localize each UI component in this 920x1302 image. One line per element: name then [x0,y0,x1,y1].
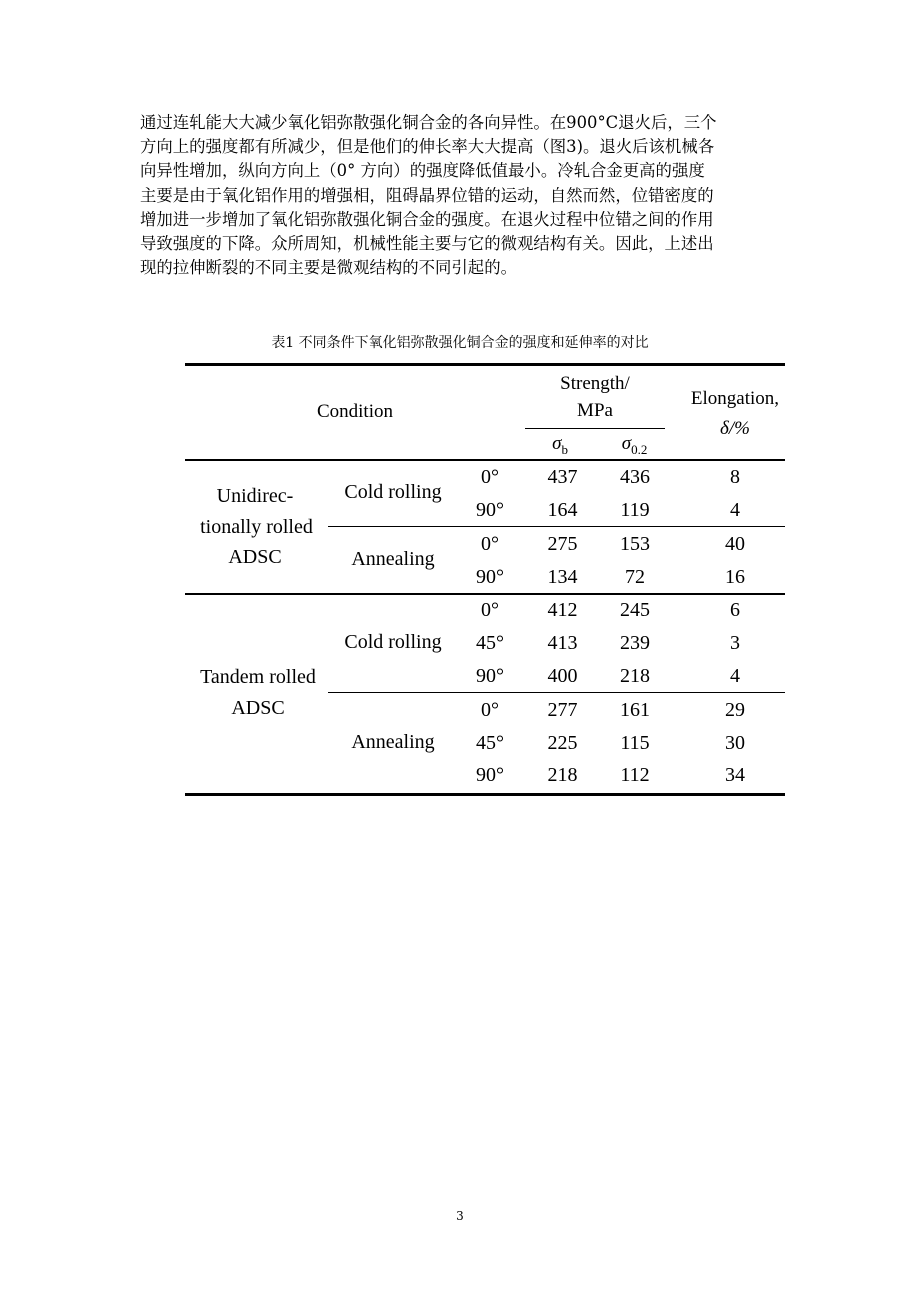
paragraph-line: 通过连轧能大大减少氧化铝弥散强化铜合金的各向异性。在900°C退火后，三个 [140,113,717,132]
angle-cell: 90° [476,566,504,588]
angle-cell: 45° [476,632,504,654]
elongation-cell: 16 [725,566,745,588]
table-caption: 表1 不同条件下氧化铝弥散强化铜合金的强度和延伸率的对比 [271,335,649,351]
group-name-line: Tandem rolled [200,666,316,688]
sigma-b-cell: 225 [547,732,578,754]
subgroup-divider [328,526,785,527]
elongation-cell: 4 [730,665,740,687]
group-name-line: tionally rolled [200,516,313,538]
elongation-cell: 29 [725,699,745,721]
sigma-b-cell: 437 [547,466,578,488]
subgroup-name: Annealing [351,548,435,570]
angle-cell: 90° [476,764,504,786]
elongation-cell: 30 [725,732,745,754]
angle-cell: 45° [476,732,504,754]
header-subrule [525,428,665,429]
group-name-line: ADSC [228,546,282,568]
paragraph-line: 导致强度的下降。众所周知，机械性能主要与它的微观结构有关。因此，上述出 [140,234,714,254]
angle-cell: 0° [481,466,499,488]
sigma-b-cell: 164 [547,499,578,521]
sigma-b-cell: 277 [547,699,578,721]
sigma-02-cell: 153 [620,533,650,555]
paragraph-line: 增加进一步增加了氧化铝弥散强化铜合金的强度。在退火过程中位错之间的作用 [140,209,714,229]
elongation-cell: 8 [730,466,740,488]
sigma-b-cell: 218 [547,764,578,786]
angle-cell: 90° [476,665,504,687]
sigma-02-subscript: 0.2 [631,441,648,457]
sigma-b-cell: 412 [547,599,578,621]
sigma-02-cell: 239 [620,632,650,654]
sigma-b-subscript: b [561,441,568,457]
elongation-cell: 6 [730,599,740,621]
group-name-line: ADSC [231,697,285,719]
sigma-b-header [525,433,595,458]
page-number: 3 [456,1209,464,1223]
subgroup-divider [328,692,785,693]
table-bottom-rule [185,793,785,796]
group-name-line: Unidirec- [216,485,294,507]
sigma-02-cell: 119 [620,499,650,521]
paragraph-line: 方向上的强度都有所减少，但是他们的伸长率大大提高（图3)。退火后该机械各 [140,137,715,157]
table-top-rule [185,363,785,366]
sigma-b-cell: 413 [547,632,578,654]
elongation-cell: 3 [730,632,740,654]
strength-header-line2: MPa [577,400,613,421]
sigma-02-cell: 245 [620,599,650,621]
header-bottom-rule [185,459,785,461]
elongation-cell: 4 [730,499,740,521]
condition-header: Condition [316,401,393,422]
sigma-02-cell: 112 [620,764,650,786]
elongation-cell: 40 [725,533,745,555]
sigma-02-cell: 115 [620,732,650,754]
sigma-b-cell: 275 [547,533,578,555]
angle-cell: 0° [481,533,499,555]
paragraph-line: 向异性增加，纵向方向上（0° 方向）的强度降低值最小。冷轧合金更高的强度 [140,161,705,181]
elongation-header-line1: Elongation, [690,388,780,409]
paragraph-line: 现的拉伸断裂的不同主要是微观结构的不同引起的。 [140,258,517,278]
sigma-02-cell: 436 [620,466,650,488]
paragraph-line: 主要是由于氧化铝作用的增强相，阻碍晶界位错的运动，自然而然，位错密度的 [140,185,714,205]
angle-cell: 0° [481,699,499,721]
subgroup-name: Cold rolling [344,631,442,653]
group-divider [185,593,785,595]
sigma-02-cell: 161 [620,699,650,721]
angle-cell: 90° [476,499,504,521]
subgroup-name: Annealing [351,731,435,753]
elongation-cell: 34 [725,764,745,786]
sigma-02-symbol: σ [621,433,632,454]
sigma-02-cell: 72 [625,566,645,588]
sigma-02-cell: 218 [620,665,650,687]
sigma-b-symbol: σ [552,433,562,454]
sigma-b-cell: 400 [547,665,578,687]
subgroup-name: Cold rolling [344,481,442,503]
body-paragraph [140,111,785,280]
angle-cell: 0° [481,599,499,621]
elongation-header-line2: δ/% [720,418,750,439]
sigma-02-header [597,433,672,458]
sigma-b-cell: 134 [547,566,578,588]
strength-header-line1: Strength/ [560,373,630,394]
